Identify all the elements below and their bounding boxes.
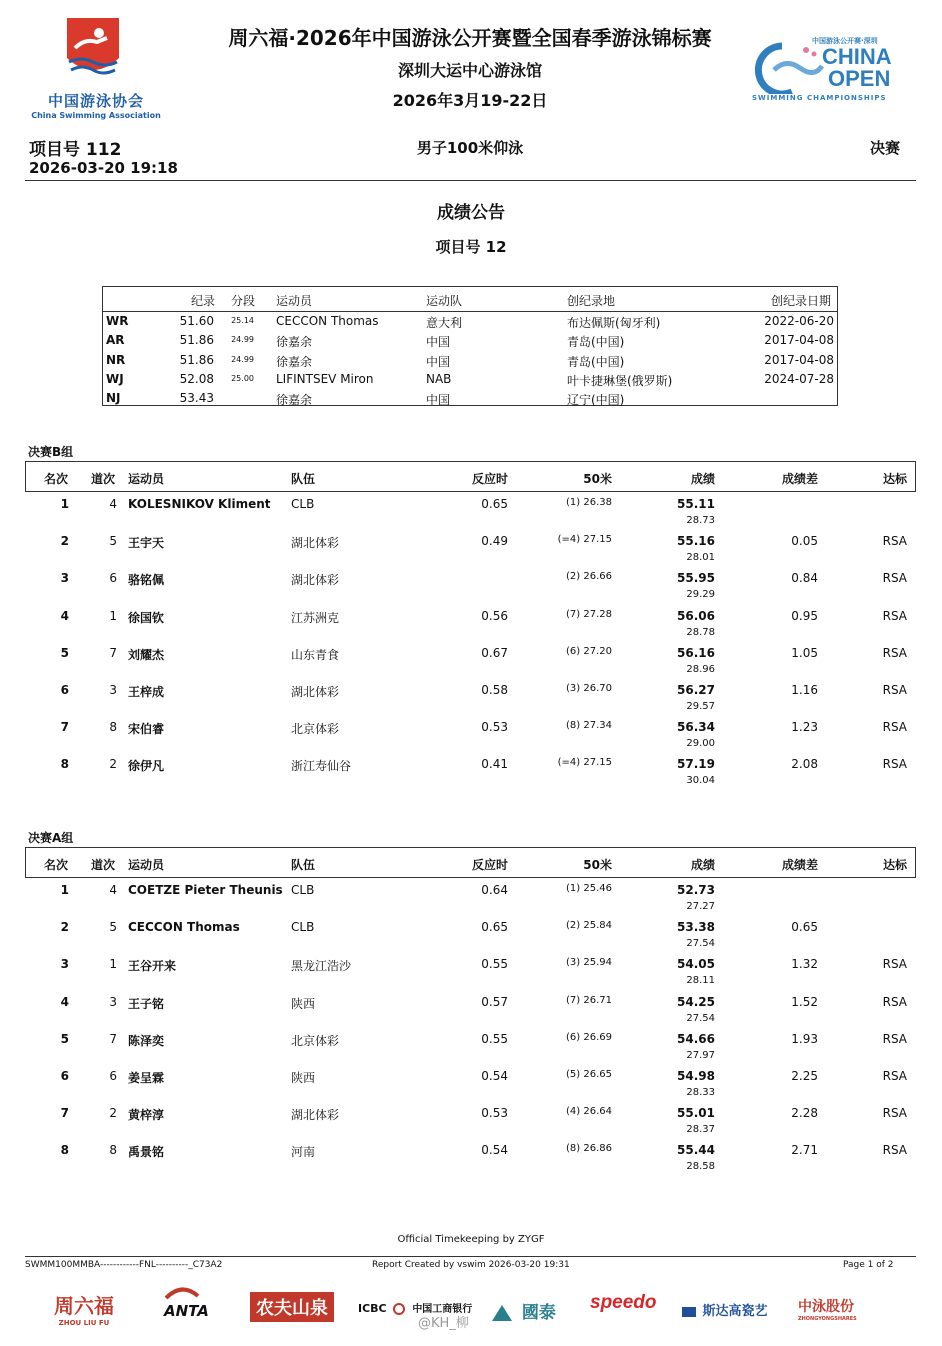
header-standard: 达标 xyxy=(882,858,907,872)
header-lane: 道次 xyxy=(91,472,116,486)
sponsor-anta xyxy=(164,1296,209,1320)
table-row xyxy=(25,757,916,793)
official-timekeeping: Official Timekeeping by ZYGF xyxy=(397,1234,545,1245)
cell-name: 王宇天 xyxy=(128,536,165,551)
cell-time: 57.19 xyxy=(677,757,715,772)
cell-std: RSA xyxy=(882,957,907,972)
table-row xyxy=(25,957,916,993)
cell-name: 骆铭佩 xyxy=(128,573,165,588)
table-row xyxy=(25,1069,916,1105)
header-diff: 成绩差 xyxy=(781,858,818,872)
cell-lane: 4 xyxy=(109,497,117,511)
logo-open: OPEN xyxy=(828,66,891,91)
cell-split2: 27.54 xyxy=(686,1012,715,1024)
cell-rank: 3 xyxy=(60,571,69,586)
cell-lane: 2 xyxy=(109,1106,117,1121)
table-row xyxy=(25,683,916,719)
cell-split50: (2) 26.66 xyxy=(566,571,612,583)
header-lane: 道次 xyxy=(91,858,116,872)
cell-name: 陈泽奕 xyxy=(128,1033,165,1048)
cell-team: CLB xyxy=(291,497,315,511)
cell-split50: (3) 25.94 xyxy=(566,957,612,969)
cell-team: 黑龙江浩沙 xyxy=(291,959,352,974)
event-datetime: 2026-03-20 19:18 xyxy=(29,159,178,177)
cell-rt: 0.54 xyxy=(481,1143,508,1158)
weibo-watermark: @KH_柳 xyxy=(418,1316,469,1331)
cell-split50: (=4) 27.15 xyxy=(557,534,612,546)
cell-name: 姜呈霖 xyxy=(128,1071,165,1085)
cell-diff: 2.71 xyxy=(791,1143,818,1158)
cell-team: 湖北体彩 xyxy=(291,573,340,588)
record-code: NR xyxy=(106,352,126,367)
cell-rank: 4 xyxy=(60,994,69,1009)
final-b-label: 决赛B组 xyxy=(28,445,74,459)
cell-time: 54.98 xyxy=(677,1069,715,1083)
china-swimming-association-logo xyxy=(25,18,167,124)
cell-rt: 0.56 xyxy=(481,608,508,623)
cell-rank: 1 xyxy=(60,497,69,511)
cell-split50: (1) 25.46 xyxy=(566,883,612,894)
cell-std: RSA xyxy=(882,720,907,735)
cell-split2: 29.57 xyxy=(686,701,715,712)
record-team: 中国 xyxy=(426,354,451,369)
cell-std: RSA xyxy=(882,571,907,586)
records-header-rule xyxy=(103,311,837,312)
cell-rt: 0.55 xyxy=(481,957,508,972)
icbc-text: ICBC xyxy=(358,1302,387,1315)
org-name-en: China Swimming Association xyxy=(31,111,161,120)
cell-split2: 27.54 xyxy=(686,938,715,950)
cell-diff: 1.93 xyxy=(791,1031,818,1046)
table-row xyxy=(25,534,916,570)
cell-rt: 0.54 xyxy=(481,1069,508,1083)
sponsor-nongfu: 农夫山泉 xyxy=(250,1292,334,1322)
cell-rt: 0.58 xyxy=(481,683,508,697)
cell-team: 湖北体彩 xyxy=(291,685,340,699)
record-athlete: 徐嘉余 xyxy=(276,393,313,408)
competition-title: 周六福·2026年中国游泳公开赛暨全国春季游泳锦标赛 xyxy=(228,26,712,50)
anta-text: ANTA xyxy=(164,1302,209,1320)
records-header-split: 分段 xyxy=(231,294,256,308)
table-row xyxy=(25,1032,916,1068)
cell-std: RSA xyxy=(882,1069,907,1083)
cell-split50: (8) 26.86 xyxy=(566,1143,612,1155)
cell-diff: 2.08 xyxy=(791,757,818,772)
zhouliufu-en: ZHOU LIU FU xyxy=(58,1319,110,1327)
cell-time: 54.25 xyxy=(677,994,715,1009)
cell-std: RSA xyxy=(882,534,907,549)
cell-rt: 0.49 xyxy=(481,534,508,549)
cell-split50: (3) 26.70 xyxy=(566,683,612,694)
cell-name: 宋伯睿 xyxy=(128,722,165,737)
records-table xyxy=(102,286,838,406)
cell-split50: (2) 25.84 xyxy=(566,920,612,932)
cell-team: 浙江寿仙谷 xyxy=(291,759,352,774)
logo-swimming-championships: SWIMMING CHAMPIONSHIPS xyxy=(752,94,887,102)
cell-diff: 0.84 xyxy=(791,571,818,586)
record-time: 53.43 xyxy=(179,391,214,406)
event-name: 男子100米仰泳 xyxy=(416,139,524,157)
record-place: 布达佩斯(匈牙利) xyxy=(567,316,661,330)
header-split50: 50米 xyxy=(583,858,612,872)
cell-split50: (=4) 27.15 xyxy=(557,757,612,769)
records-header-date: 创纪录日期 xyxy=(771,294,832,308)
record-team: 中国 xyxy=(426,335,451,350)
org-name-cn: 中国游泳协会 xyxy=(47,92,144,110)
header-rank: 名次 xyxy=(44,858,69,872)
cell-split2: 29.29 xyxy=(686,589,715,601)
record-code: AR xyxy=(106,333,125,348)
results-event-number: 项目号 12 xyxy=(435,238,507,256)
cell-team: CLB xyxy=(291,920,315,935)
cell-name: 徐国钦 xyxy=(128,610,165,625)
cell-team: 江苏洲克 xyxy=(291,610,340,625)
cell-time: 52.73 xyxy=(677,883,715,897)
cell-lane: 4 xyxy=(109,883,117,897)
record-split: 25.00 xyxy=(231,373,254,383)
logo-subtitle-cn: 中国游泳公开赛·深圳 xyxy=(812,37,878,45)
table-row xyxy=(25,1106,916,1142)
sida-logo-icon xyxy=(682,1307,696,1317)
footer-divider xyxy=(25,1256,916,1257)
table-row xyxy=(25,609,916,645)
cell-lane: 1 xyxy=(109,608,117,623)
event-number: 项目号 112 xyxy=(29,140,122,160)
cell-team: 湖北体彩 xyxy=(291,536,340,551)
cell-split50: (8) 27.34 xyxy=(566,720,612,732)
table-row xyxy=(25,920,916,956)
cell-rank: 5 xyxy=(60,645,69,660)
icbc-cn: 中国工商银行 xyxy=(412,1304,473,1315)
cell-diff: 1.32 xyxy=(791,957,818,972)
cell-name: 王梓成 xyxy=(128,685,165,699)
cell-team: CLB xyxy=(291,883,315,897)
swimmer-emblem-icon xyxy=(67,18,119,82)
cell-std: RSA xyxy=(882,1143,907,1158)
cell-rank: 6 xyxy=(60,1069,69,1083)
venue: 深圳大运中心游泳馆 xyxy=(397,61,542,80)
cell-name: 黄梓淳 xyxy=(128,1108,165,1123)
cell-diff: 0.05 xyxy=(791,534,818,549)
record-split: 24.99 xyxy=(231,335,254,345)
wave-logo-icon xyxy=(752,40,824,94)
record-code: WR xyxy=(106,314,129,328)
cell-rank: 7 xyxy=(60,720,69,735)
cell-team: 北京体彩 xyxy=(291,722,340,737)
record-code: WJ xyxy=(106,371,124,386)
cell-rt: 0.57 xyxy=(481,994,508,1009)
china-open-logo xyxy=(752,36,920,108)
cell-split2: 28.96 xyxy=(686,663,715,675)
cell-name: COETZE Pieter Theunis xyxy=(128,883,283,897)
cell-team: 湖北体彩 xyxy=(291,1108,340,1123)
record-place: 青岛(中国) xyxy=(567,335,625,350)
cell-std: RSA xyxy=(882,757,907,772)
cell-lane: 5 xyxy=(109,920,117,935)
cell-rt: 0.55 xyxy=(481,1031,508,1046)
cell-split2: 28.58 xyxy=(686,1161,715,1173)
table-row xyxy=(25,646,916,682)
cell-split50: (7) 27.28 xyxy=(566,608,612,620)
final-a-table xyxy=(25,847,916,1187)
record-team: 意大利 xyxy=(426,316,463,330)
record-time: 52.08 xyxy=(179,371,214,386)
cell-time: 55.01 xyxy=(677,1106,715,1121)
header-team: 队伍 xyxy=(291,472,316,486)
cell-rank: 1 xyxy=(60,883,69,897)
cell-diff: 2.28 xyxy=(791,1106,818,1121)
record-athlete: LIFINTSEV Miron xyxy=(276,371,374,386)
record-place: 青岛(中国) xyxy=(567,354,625,369)
event-round: 决赛 xyxy=(870,139,901,157)
cell-name: 徐伊凡 xyxy=(128,759,165,774)
records-header-place: 创纪录地 xyxy=(567,294,616,308)
records-header-record: 纪录 xyxy=(191,294,216,308)
cell-rt: 0.64 xyxy=(481,883,508,897)
cell-split50: (6) 27.20 xyxy=(566,645,612,657)
cell-name: 王子铭 xyxy=(128,996,165,1011)
cell-split50: (7) 26.71 xyxy=(566,994,612,1006)
cell-diff: 1.05 xyxy=(791,645,818,660)
cell-diff: 0.95 xyxy=(791,608,818,623)
cell-lane: 6 xyxy=(109,571,117,586)
sponsor-zhouliufu xyxy=(54,1290,114,1327)
cell-std: RSA xyxy=(882,645,907,660)
cell-lane: 8 xyxy=(109,1143,117,1158)
cell-split2: 28.11 xyxy=(686,975,715,987)
cell-time: 56.16 xyxy=(677,645,715,660)
sponsor-cathay xyxy=(492,1298,556,1323)
cell-split50: (4) 26.64 xyxy=(566,1106,612,1118)
cell-name: CECCON Thomas xyxy=(128,920,240,935)
cell-rank: 7 xyxy=(60,1106,69,1121)
table-row xyxy=(25,720,916,756)
cell-diff: 2.25 xyxy=(791,1069,818,1083)
cell-split50: (6) 26.69 xyxy=(566,1031,612,1043)
header-time: 成绩 xyxy=(690,858,715,872)
anta-logo-icon xyxy=(164,1286,200,1300)
table-row xyxy=(25,1143,916,1179)
header-split50: 50米 xyxy=(583,472,612,486)
cell-lane: 7 xyxy=(109,645,117,660)
record-split: 25.14 xyxy=(231,316,254,325)
header-reaction: 反应时 xyxy=(471,472,508,486)
record-athlete: 徐嘉余 xyxy=(276,354,313,369)
cell-name: 王谷开来 xyxy=(128,959,177,974)
cell-split50: (5) 26.65 xyxy=(566,1069,612,1080)
header-team: 队伍 xyxy=(291,858,316,872)
cell-team: 陕西 xyxy=(291,996,316,1011)
zhongyong-en: ZHONGYONGSHARES xyxy=(798,1316,857,1322)
cell-time: 54.66 xyxy=(677,1031,715,1046)
cell-time: 54.05 xyxy=(677,957,715,972)
cathay-text: 國泰 xyxy=(521,1303,556,1323)
header-standard: 达标 xyxy=(882,472,907,486)
cell-diff: 1.16 xyxy=(791,683,818,697)
cell-diff: 1.23 xyxy=(791,720,818,735)
cell-name: 禹景铭 xyxy=(128,1145,165,1160)
record-place: 叶卡捷琳堡(俄罗斯) xyxy=(567,373,673,388)
cell-name: 刘耀杰 xyxy=(128,647,165,662)
cell-split2: 28.37 xyxy=(686,1124,715,1136)
cell-split2: 28.01 xyxy=(686,552,715,564)
record-time: 51.60 xyxy=(179,314,214,328)
results-title: 成绩公告 xyxy=(437,203,505,223)
cell-diff: 0.65 xyxy=(791,920,818,935)
header-rank: 名次 xyxy=(44,472,69,486)
cell-std: RSA xyxy=(882,994,907,1009)
header-divider xyxy=(25,180,916,181)
cell-rt: 0.65 xyxy=(481,497,508,511)
record-date: 2024-07-28 xyxy=(764,371,834,386)
competition-dates: 2026年3月19-22日 xyxy=(392,91,548,110)
record-athlete: 徐嘉余 xyxy=(276,335,313,350)
records-header-team: 运动队 xyxy=(426,294,463,308)
final-a-label: 决赛A组 xyxy=(28,831,74,845)
record-time: 51.86 xyxy=(179,352,214,367)
cell-split2: 28.78 xyxy=(686,626,715,638)
cell-lane: 1 xyxy=(109,957,117,972)
cell-rt: 0.67 xyxy=(481,645,508,660)
record-time: 51.86 xyxy=(179,333,214,348)
cell-rank: 8 xyxy=(60,1143,69,1158)
cell-rank: 2 xyxy=(60,534,69,549)
header-athlete: 运动员 xyxy=(128,472,165,486)
cell-lane: 6 xyxy=(109,1069,117,1083)
sponsor-zhongyong xyxy=(798,1296,857,1322)
cell-split2: 28.33 xyxy=(686,1087,715,1098)
record-split: 24.99 xyxy=(231,354,254,364)
cell-lane: 3 xyxy=(109,994,117,1009)
cell-time: 56.34 xyxy=(677,720,715,735)
cell-rt: 0.41 xyxy=(481,757,508,772)
report-code: SWMM100MMBA------------FNL----------_C73A2 xyxy=(25,1260,223,1270)
header-time: 成绩 xyxy=(690,472,715,486)
cell-team: 河南 xyxy=(291,1145,316,1160)
cell-team: 山东青食 xyxy=(291,647,340,662)
record-date: 2017-04-08 xyxy=(764,333,834,348)
final-b-table xyxy=(25,461,916,801)
sida-text: 斯达高瓷艺 xyxy=(702,1304,768,1319)
record-place: 辽宁(中国) xyxy=(567,393,625,408)
cell-split2: 29.00 xyxy=(686,738,715,750)
cell-time: 56.27 xyxy=(677,683,715,697)
cell-split2: 27.97 xyxy=(686,1049,715,1061)
cell-lane: 2 xyxy=(109,757,117,772)
record-code: NJ xyxy=(106,391,121,406)
cell-lane: 7 xyxy=(109,1031,117,1046)
cathay-logo-icon xyxy=(492,1305,512,1321)
cell-name: KOLESNIKOV Kliment xyxy=(128,497,271,511)
cell-time: 56.06 xyxy=(677,608,715,623)
logo-china: CHINA xyxy=(822,44,892,69)
cell-rank: 5 xyxy=(60,1031,69,1046)
cell-rank: 2 xyxy=(60,920,69,935)
cell-rank: 4 xyxy=(60,608,69,623)
cell-time: 55.95 xyxy=(677,571,715,586)
cell-std: RSA xyxy=(882,1106,907,1121)
cell-split2: 28.73 xyxy=(686,515,715,526)
cell-split50: (1) 26.38 xyxy=(566,497,612,508)
cell-lane: 3 xyxy=(109,683,117,697)
record-team: NAB xyxy=(426,371,452,386)
table-row xyxy=(25,883,916,919)
cell-time: 55.11 xyxy=(677,497,715,511)
header-reaction: 反应时 xyxy=(471,858,508,872)
cell-rt: 0.53 xyxy=(481,720,508,735)
zhouliufu-cn: 周六福 xyxy=(54,1294,114,1318)
record-date: 2017-04-08 xyxy=(764,352,834,367)
cell-rt: 0.53 xyxy=(481,1106,508,1121)
cell-std: RSA xyxy=(882,1031,907,1046)
cell-std: RSA xyxy=(882,683,907,697)
records-header-athlete: 运动员 xyxy=(276,294,313,308)
record-athlete: CECCON Thomas xyxy=(276,314,379,328)
page-number: Page 1 of 2 xyxy=(843,1260,894,1270)
header-athlete: 运动员 xyxy=(128,858,165,872)
header-diff: 成绩差 xyxy=(781,472,818,486)
table-row xyxy=(25,995,916,1031)
cell-time: 55.16 xyxy=(677,534,715,549)
cell-time: 55.44 xyxy=(677,1143,715,1158)
table-row xyxy=(25,497,916,533)
report-created: Report Created by vswim 2026-03-20 19:31 xyxy=(372,1260,570,1270)
cell-team: 北京体彩 xyxy=(291,1033,340,1048)
cell-lane: 8 xyxy=(109,720,117,735)
cell-rank: 3 xyxy=(60,957,69,972)
icbc-logo-icon xyxy=(393,1303,405,1315)
cell-time: 53.38 xyxy=(677,920,715,935)
zhongyong-text: 中泳股份 xyxy=(798,1299,854,1315)
cell-team: 陕西 xyxy=(291,1071,316,1085)
cell-split2: 30.04 xyxy=(686,775,715,787)
cell-diff: 1.52 xyxy=(791,994,818,1009)
sponsor-speedo: speedo xyxy=(590,1292,657,1313)
cell-lane: 5 xyxy=(109,534,117,549)
cell-rank: 6 xyxy=(60,683,69,697)
cell-rank: 8 xyxy=(60,757,69,772)
sponsor-sida xyxy=(682,1300,768,1319)
cell-std: RSA xyxy=(882,608,907,623)
cell-rt: 0.65 xyxy=(481,920,508,935)
table-row xyxy=(25,571,916,607)
record-team: 中国 xyxy=(426,393,451,408)
record-date: 2022-06-20 xyxy=(764,314,834,328)
cell-split2: 27.27 xyxy=(686,901,715,912)
